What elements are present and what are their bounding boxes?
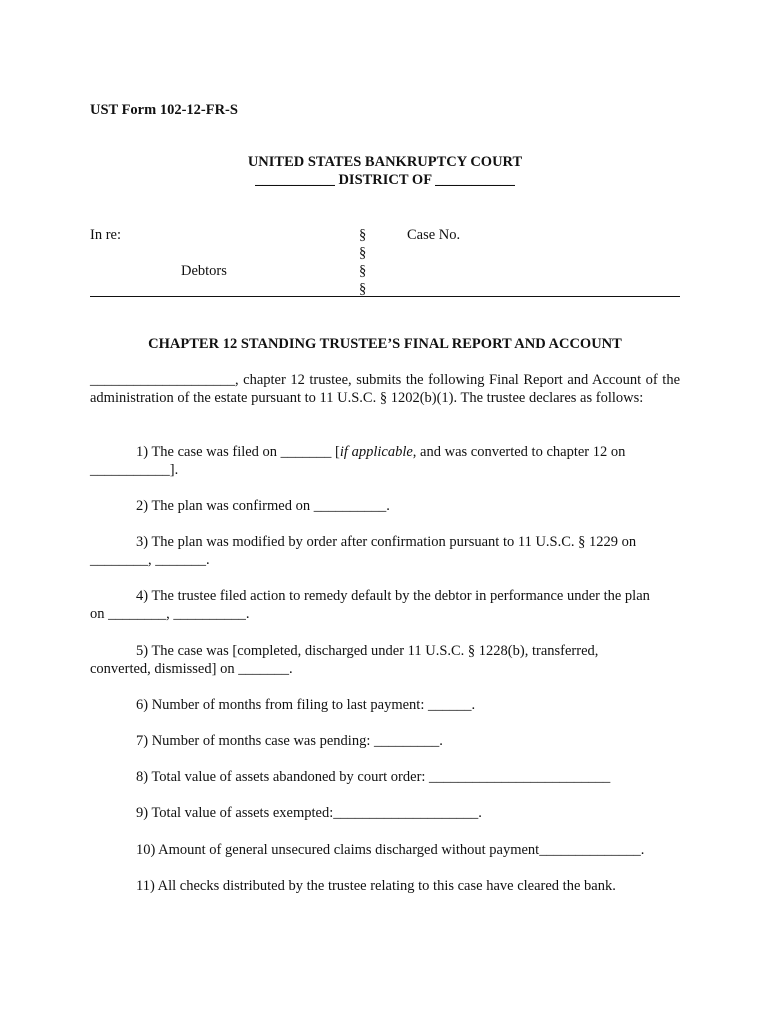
item-1-text-b: , and was converted to chapter 12 on bbox=[412, 444, 626, 460]
item-3 bbox=[90, 533, 682, 569]
item-9-text: 9) Total value of assets exempted:____________________. bbox=[136, 805, 482, 821]
form-id: UST Form 102-12-FR-S bbox=[90, 102, 238, 118]
item-6-text: 6) Number of months from filing to last payment: ______. bbox=[136, 697, 476, 713]
section-marks bbox=[359, 226, 366, 298]
section-mark: § bbox=[359, 227, 367, 243]
item-4 bbox=[90, 587, 682, 623]
item-10 bbox=[90, 841, 682, 859]
item-1 bbox=[90, 443, 682, 479]
item-3-line-1: 3) The plan was modified by order after confirmation pursuant to 11 U.S.C. § 1229 on bbox=[136, 534, 637, 550]
report-title: CHAPTER 12 STANDING TRUSTEE’S FINAL REPORT AND ACCOUNT bbox=[148, 336, 622, 352]
intro-paragraph: ____________________, chapter 12 trustee, submits the following Final Report and Account of the administration of the estate pursuant to 11 U.S.C. § 1202(b)(1). The trustee declares as follows: bbox=[90, 372, 680, 406]
item-1-italic: if applicable bbox=[339, 444, 413, 460]
court-name: UNITED STATES BANKRUPTCY COURT bbox=[247, 154, 523, 170]
item-7-text: 7) Number of months case was pending: _________. bbox=[136, 733, 443, 749]
section-mark: § bbox=[359, 281, 367, 297]
item-1-line-1 bbox=[90, 443, 682, 461]
item-5 bbox=[90, 642, 682, 678]
item-1-line-2: ___________]. bbox=[90, 462, 179, 478]
item-8-text: 8) Total value of assets abandoned by court order: _________________________ bbox=[136, 769, 611, 785]
item-2-text: 2) The plan was confirmed on __________. bbox=[136, 498, 390, 514]
item-11 bbox=[90, 877, 682, 895]
item-6 bbox=[90, 696, 682, 714]
item-4-line-1: 4) The trustee filed action to remedy default by the debtor in performance under the plan bbox=[136, 588, 650, 604]
item-2 bbox=[90, 497, 682, 515]
item-4-line-2: on ________, __________. bbox=[90, 606, 250, 622]
in-re-label: In re: bbox=[90, 227, 121, 243]
item-9 bbox=[90, 804, 682, 822]
item-5-line-2: converted, dismissed] on _______. bbox=[90, 661, 293, 677]
item-7 bbox=[90, 732, 682, 750]
item-8 bbox=[90, 768, 682, 786]
court-heading bbox=[90, 153, 680, 189]
section-mark: § bbox=[359, 263, 367, 279]
item-11-text: 11) All checks distributed by the trustee relating to this case have cleared the bank. bbox=[136, 878, 616, 894]
case-no-label: Case No. bbox=[407, 227, 461, 243]
caption-divider bbox=[90, 296, 680, 297]
item-1-text-a: 1) The case was filed on _______ [ bbox=[136, 444, 340, 460]
section-mark: § bbox=[359, 245, 367, 261]
court-district: ___________ DISTRICT OF ___________ bbox=[255, 172, 515, 188]
debtors-label: Debtors bbox=[181, 263, 227, 279]
item-5-line-1: 5) The case was [completed, discharged under 11 U.S.C. § 1228(b), transferred, bbox=[136, 643, 599, 659]
item-3-line-2: ________, _______. bbox=[90, 552, 210, 568]
item-10-text: 10) Amount of general unsecured claims discharged without payment______________. bbox=[136, 842, 645, 858]
